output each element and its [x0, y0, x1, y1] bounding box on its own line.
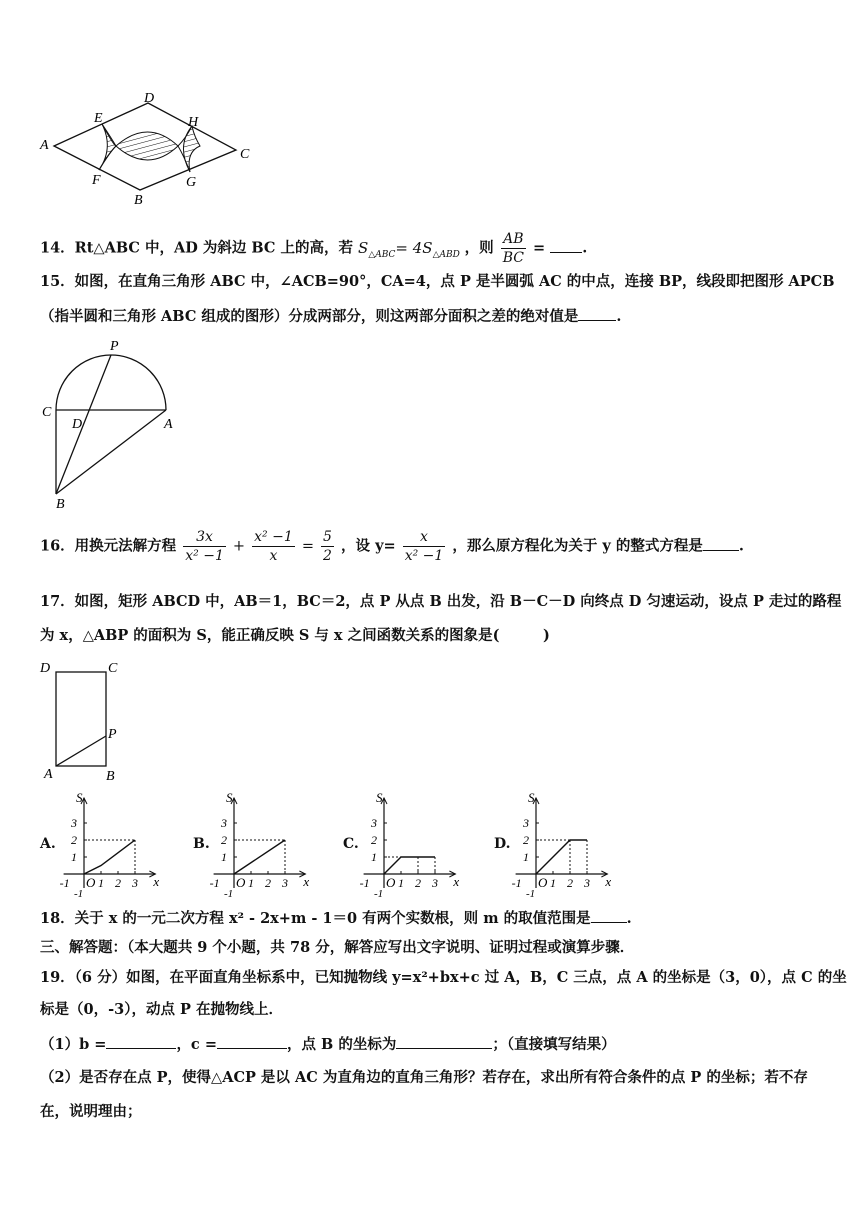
label-E: E: [94, 111, 103, 126]
q16-answer-blank[interactable]: [703, 536, 739, 551]
question-17-line2: 为 x，△ABP 的面积为 S，能正确反映 S 与 x 之间函数关系的图象是( ): [40, 627, 550, 644]
figure-semicircle-triangle: [36, 334, 186, 514]
x-axis-label: x: [153, 874, 160, 889]
q16-fraction-3: $\frac{5}{2}$: [323, 529, 332, 564]
option-c-label[interactable]: C.: [343, 836, 359, 852]
s-axis-label: S: [528, 790, 535, 805]
s-axis-label: S: [226, 790, 233, 805]
x-tick-label: 1: [398, 876, 404, 890]
y-tick-label: 1: [221, 850, 227, 864]
label-H: H: [188, 115, 199, 130]
label-C: C: [240, 147, 250, 162]
option-c-graph[interactable]: [359, 790, 472, 900]
q19-b-coord-blank[interactable]: [396, 1034, 492, 1049]
y-tick-label: 2: [523, 833, 529, 847]
q16-fraction-4: $\frac{x}{\text{x² −1}}$: [404, 529, 444, 564]
y-tick-label: 2: [371, 833, 377, 847]
label-C: C: [108, 661, 118, 676]
x-tick-label: 2: [567, 876, 573, 890]
label-C: C: [42, 405, 52, 420]
x-axis-label: x: [303, 874, 310, 889]
q14-then: ，则: [464, 239, 494, 257]
label-A: A: [40, 138, 49, 153]
label-B: B: [56, 497, 65, 512]
x-tick-label: 2: [265, 876, 271, 890]
origin-label: O: [86, 875, 96, 890]
option-b-graph[interactable]: [209, 790, 322, 900]
q16-fraction-1: $\frac{3x}{\text{x² −1}}$: [185, 529, 224, 564]
x-tick-label: 1: [248, 876, 254, 890]
q14-sub-abc: △ABC: [368, 249, 396, 260]
x-neg-one-label: -1: [209, 876, 220, 890]
x-tick-label: 1: [98, 876, 104, 890]
option-d-label[interactable]: D.: [494, 836, 511, 852]
question-19-line1: 19．（6 分）如图，在平面直角坐标系中，已知抛物线 y=x²+bx+c 过 A，B，C 三点，点 A 的坐标是（3，0），点 C 的坐: [40, 969, 847, 986]
origin-label: O: [386, 875, 396, 890]
q19-b-blank[interactable]: [106, 1034, 176, 1049]
graph-line: [234, 840, 285, 874]
option-d-graph[interactable]: [511, 790, 624, 900]
question-18: 18．关于 x 的一元二次方程 x² - 2x+m - 1＝0 有两个实数根，则 m 的取值范围是 .: [40, 910, 632, 927]
label-G: G: [186, 175, 197, 190]
x-axis-label: x: [605, 874, 612, 889]
y-tick-label: 1: [523, 850, 529, 864]
x-tick-label: 3: [282, 876, 288, 890]
x-tick-label: 2: [115, 876, 121, 890]
label-P: P: [110, 339, 119, 354]
x-tick-label: 3: [132, 876, 138, 890]
option-a-graph[interactable]: [59, 790, 172, 900]
origin-label: O: [538, 875, 548, 890]
y-tick-label: 1: [371, 850, 377, 864]
question-19-part1: （1）b = ，c = ，点 B 的坐标为 ；（直接填写结果）: [40, 1036, 616, 1053]
q14-eq: = 4S: [395, 238, 433, 257]
q14-s: S: [358, 238, 369, 257]
question-15-line2: （指半圆和三角形 ABC 组成的图形）分成两部分，则这两部分面积之差的绝对值是 .: [40, 308, 622, 325]
x-tick-label: 1: [550, 876, 556, 890]
q14-fraction: $\frac{AB}{BC}$: [502, 231, 524, 266]
y-tick-label: 3: [221, 816, 227, 830]
x-tick-label: 3: [584, 876, 590, 890]
option-b-label[interactable]: B.: [193, 836, 210, 852]
y-neg-one-label: -1: [526, 888, 536, 900]
question-19-line2: 标是（0，-3），动点 P 在抛物线上．: [40, 1001, 283, 1018]
origin-label: O: [236, 875, 246, 890]
q15-answer-blank[interactable]: [578, 306, 616, 321]
q14-answer-blank[interactable]: [550, 238, 582, 253]
question-16: 16．用换元法解方程 $\frac{3x}{\text{x² −1}}$ + $\frac{\text{x² −1}}{x}$ = $\frac{5}{2}$ ，设 y= $\frac{x}{\text{x² −1}}$ ，那么原方程化为关于 y 的整式方程是 .: [40, 529, 744, 564]
label-B: B: [134, 193, 143, 208]
label-A: A: [44, 767, 53, 782]
y-neg-one-label: -1: [374, 888, 384, 900]
question-19-part2-line1: （2）是否存在点 P，使得△ACP 是以 AC 为直角边的直角三角形？若存在，求出所有符合条件的点 P 的坐标；若不存: [40, 1069, 808, 1086]
q14-prefix: 14．Rt△ABC 中，AD 为斜边 BC 上的高，若: [40, 239, 353, 257]
y-tick-label: 2: [71, 833, 77, 847]
x-tick-label: 2: [415, 876, 421, 890]
x-neg-one-label: -1: [511, 876, 522, 890]
y-tick-label: 1: [71, 850, 77, 864]
option-a-label[interactable]: A.: [40, 836, 56, 852]
label-D: D: [40, 661, 51, 676]
x-tick-label: 3: [432, 876, 438, 890]
label-A: A: [164, 417, 173, 432]
graph-line: [536, 840, 587, 874]
figure-rhombus: [36, 88, 256, 208]
s-axis-label: S: [376, 790, 383, 805]
question-15-line1: 15．如图，在直角三角形 ABC 中，∠ACB=90°，CA=4，点 P 是半圆弧 AC 的中点，连接 BP，线段即把图形 APCB: [40, 273, 835, 290]
q18-answer-blank[interactable]: [591, 908, 627, 923]
q16-fraction-2: $\frac{\text{x² −1}}{x}$: [254, 529, 293, 564]
x-neg-one-label: -1: [59, 876, 70, 890]
label-B: B: [106, 769, 115, 784]
section-3-heading: 三、解答题：（本大题共 9 个小题，共 78 分，解答应写出文字说明、证明过程或演算步骤．: [40, 939, 635, 956]
graph-line: [84, 840, 135, 874]
y-tick-label: 3: [523, 816, 529, 830]
label-D: D: [72, 417, 83, 432]
s-axis-label: S: [76, 790, 83, 805]
figure-rectangle: [36, 656, 136, 784]
label-D: D: [144, 91, 155, 106]
q19-c-blank[interactable]: [217, 1034, 287, 1049]
x-axis-label: x: [453, 874, 460, 889]
q14-sub-abd: △ABD: [432, 249, 460, 260]
y-tick-label: 3: [371, 816, 377, 830]
question-19-part2-line2: 在，说明理由；: [40, 1103, 142, 1120]
q14-tail: =: [533, 239, 546, 257]
label-F: F: [92, 173, 101, 188]
y-tick-label: 3: [71, 816, 77, 830]
y-neg-one-label: -1: [224, 888, 234, 900]
x-neg-one-label: -1: [359, 876, 370, 890]
y-tick-label: 2: [221, 833, 227, 847]
label-P: P: [108, 727, 117, 742]
y-neg-one-label: -1: [74, 888, 84, 900]
question-17-line1: 17．如图，矩形 ABCD 中，AB＝1，BC＝2，点 P 从点 B 出发，沿 B－C－D 向终点 D 匀速运动，设点 P 走过的路程: [40, 593, 842, 610]
question-14: 14．Rt△ABC 中，AD 为斜边 BC 上的高，若 $S_{\triangle ABC}= 4S_{\triangle ABD}$ ，则 $\frac{AB}{BC}$ = .: [40, 231, 588, 266]
graph-line: [384, 857, 435, 874]
